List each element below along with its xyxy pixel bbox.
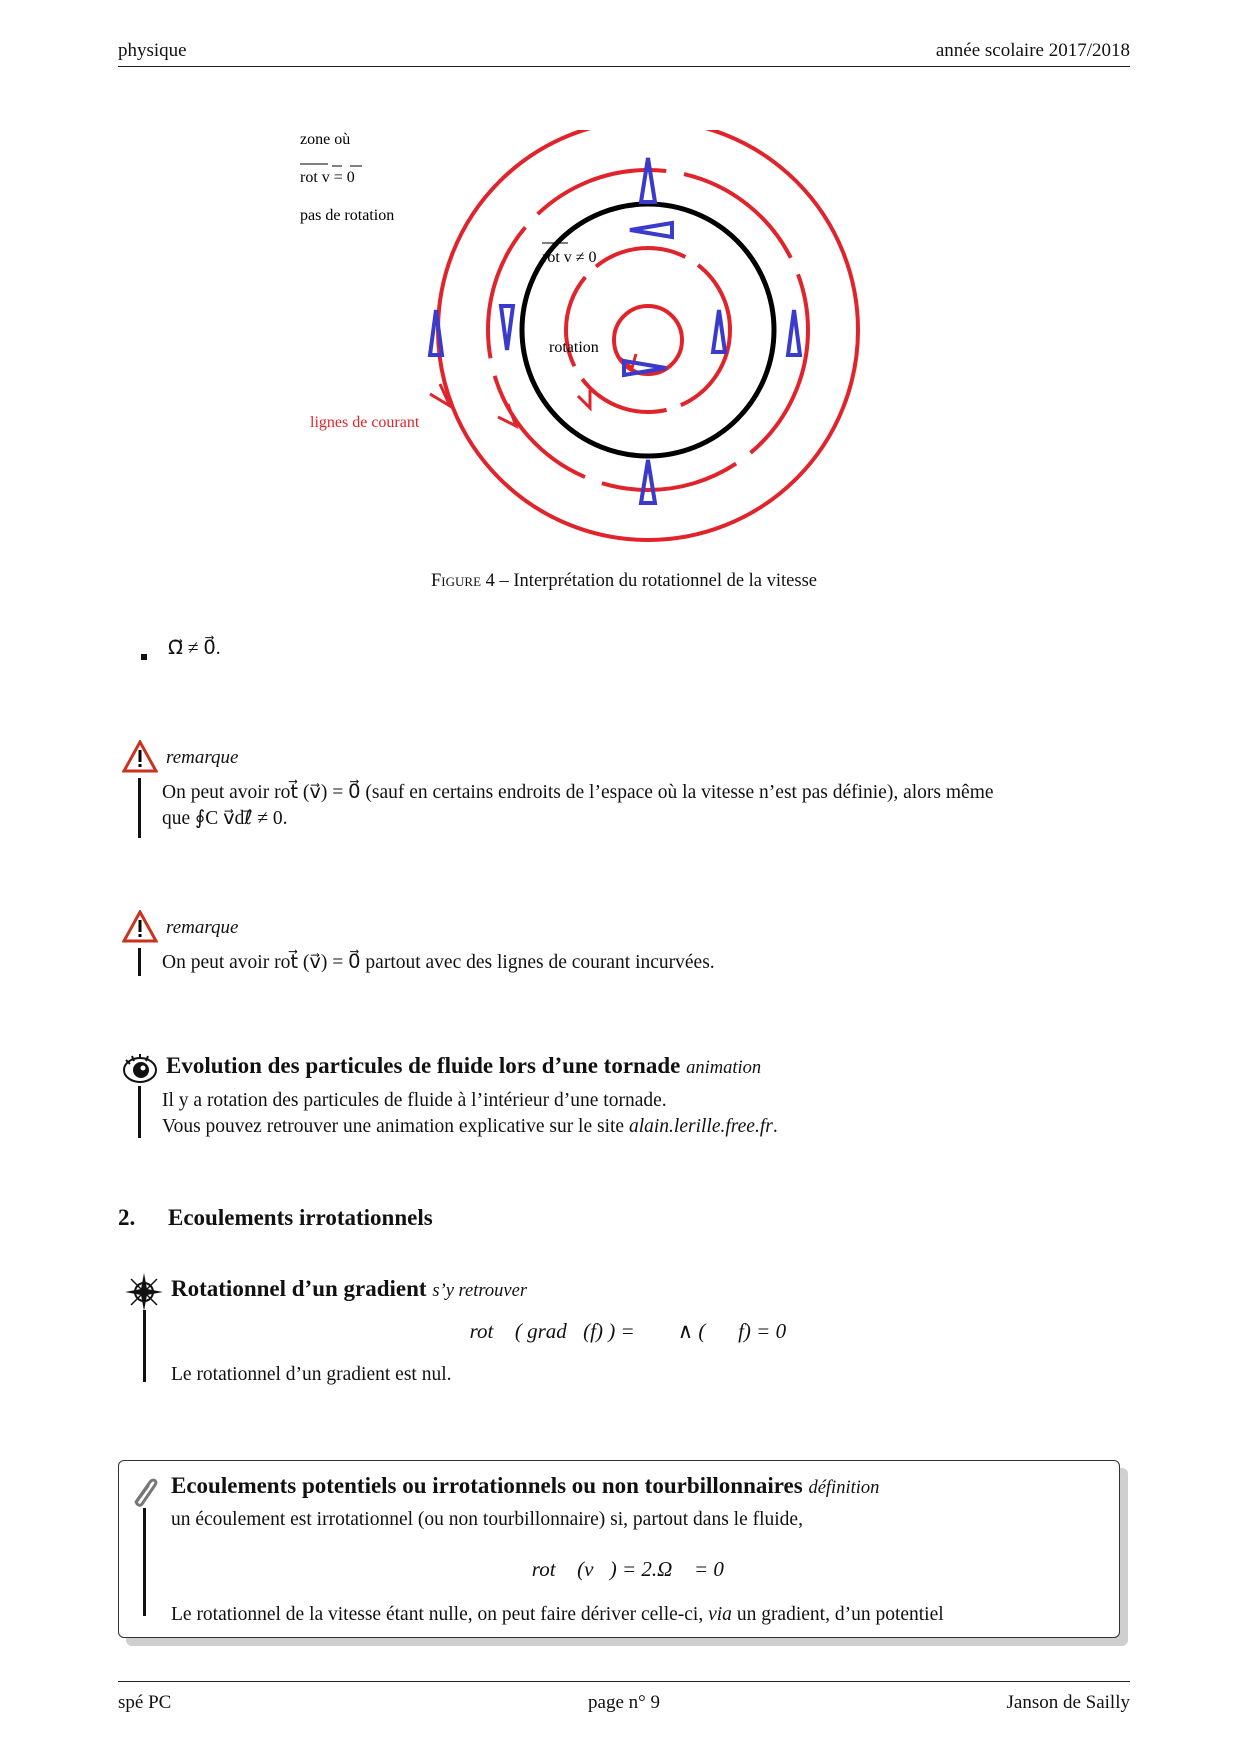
particle-bottom — [641, 460, 655, 503]
figure-caption — [118, 568, 1130, 594]
paperclip-icon — [126, 1472, 162, 1512]
animation-title — [166, 1053, 761, 1079]
compass-icon — [124, 1272, 164, 1312]
footer-rule — [118, 1681, 1130, 1682]
animation-body — [162, 1088, 1122, 1140]
gradient-tag: s’y retrouver — [432, 1281, 528, 1301]
caption-prefix: Figure 4 — [431, 571, 495, 591]
remark1-line1: On peut avoir rot⃗ (v⃗) = 0⃗ (sauf en certains endroits de l’espace où la vitesse n’est pas définie), alors même — [162, 782, 994, 803]
header-rule — [118, 66, 1130, 67]
remark1-bar — [138, 778, 141, 838]
remark2-bar — [138, 948, 141, 976]
header-right: année scolaire 2017/2018 — [935, 40, 1130, 61]
definition-line2-b: un gradient, d’un potentiel — [731, 1604, 944, 1625]
warning-icon — [122, 740, 158, 774]
bullet-text: Ω⃗ ≠ 0⃗. — [168, 638, 221, 659]
animation-tag: animation — [686, 1058, 762, 1078]
particle-left-inner — [501, 306, 513, 350]
animation-line2-suffix: . — [772, 1116, 778, 1137]
gradient-bar — [143, 1310, 146, 1382]
gradient-equation: rot⃗ ( grad⃗(f) ) = ∇⃗ ∧ (∇⃗f) = 0⃗ — [469, 1319, 803, 1343]
particle-right-outer — [788, 310, 800, 355]
zone-label-1: zone où — [300, 131, 351, 148]
animation-title-text: Evolution des particules de fluide lors d’une tornade — [166, 1053, 681, 1078]
particle-inner-top — [630, 223, 672, 237]
animation-line2 — [162, 1114, 1122, 1140]
header-left: physique — [118, 40, 187, 61]
rotational-figure — [290, 130, 890, 550]
zone-label-3: pas de rotation — [300, 207, 395, 224]
animation-line2-prefix: Vous pouvez retrouver une animation explicative sur le site — [162, 1116, 629, 1137]
particle-right-inner — [713, 310, 725, 352]
definition-bar — [143, 1508, 146, 1616]
footer-left: spé PC — [118, 1692, 172, 1713]
inner-label: rot v ≠ 0 — [542, 249, 597, 266]
bullet-dot — [141, 654, 147, 660]
animation-site-link[interactable]: alain.lerille.free.fr — [628, 1116, 773, 1137]
remark1-line2: que ∮C v⃗dℓ⃗ ≠ 0. — [162, 808, 288, 829]
definition-tag: définition — [808, 1478, 880, 1498]
animation-bar — [138, 1086, 141, 1138]
remark1-tag: remarque — [166, 747, 239, 768]
gradient-title-text: Rotationnel d’un gradient — [171, 1276, 427, 1301]
middle-streamline — [488, 170, 808, 490]
inner-streamline — [566, 248, 730, 412]
footer-right: Janson de Sailly — [1006, 1692, 1130, 1713]
rotation-label: rotation — [549, 339, 599, 356]
remark1-body — [162, 780, 1122, 832]
particle-top — [641, 158, 655, 202]
definition-title — [171, 1473, 879, 1499]
caption-text: – Interprétation du rotationnel de la vitesse — [494, 571, 817, 591]
warning-icon-2 — [122, 910, 158, 944]
definition-line2-a: Le rotationnel de la vitesse étant nulle, on peut faire dériver celle-ci, — [171, 1604, 709, 1625]
definition-equation: rot⃗ (v⃗) = 2.Ω⃗ = 0⃗ — [531, 1557, 741, 1581]
animation-line1: Il y a rotation des particules de fluide à l’intérieur d’une tornade. — [162, 1090, 667, 1111]
definition-line1: un écoulement est irrotationnel (ou non tourbillonnaire) si, partout dans le fluide, — [171, 1509, 803, 1530]
outer-streamline — [438, 130, 858, 540]
definition-line2-via: via — [708, 1604, 732, 1625]
remark2-line1: On peut avoir rot⃗ (v⃗) = 0⃗ partout avec des lignes de courant incurvées. — [162, 952, 715, 973]
gradient-text: Le rotationnel d’un gradient est nul. — [171, 1364, 452, 1385]
remark2-tag: remarque — [166, 917, 239, 938]
eye-icon — [120, 1048, 160, 1088]
definition-line2 — [171, 1602, 1121, 1628]
streamline-arrow-3 — [578, 390, 590, 408]
streamlines-label: lignes de courant — [310, 414, 420, 431]
zone-label-2: rot v = 0 — [300, 169, 355, 186]
definition-title-text: Ecoulements potentiels ou irrotationnels ou non tourbillonnaires — [171, 1473, 803, 1498]
footer-center: page n° 9 — [588, 1692, 660, 1713]
gradient-title — [171, 1276, 527, 1302]
boundary-circle — [522, 204, 774, 456]
section-number: 2. — [118, 1205, 136, 1230]
section-title: Ecoulements irrotationnels — [168, 1205, 433, 1230]
